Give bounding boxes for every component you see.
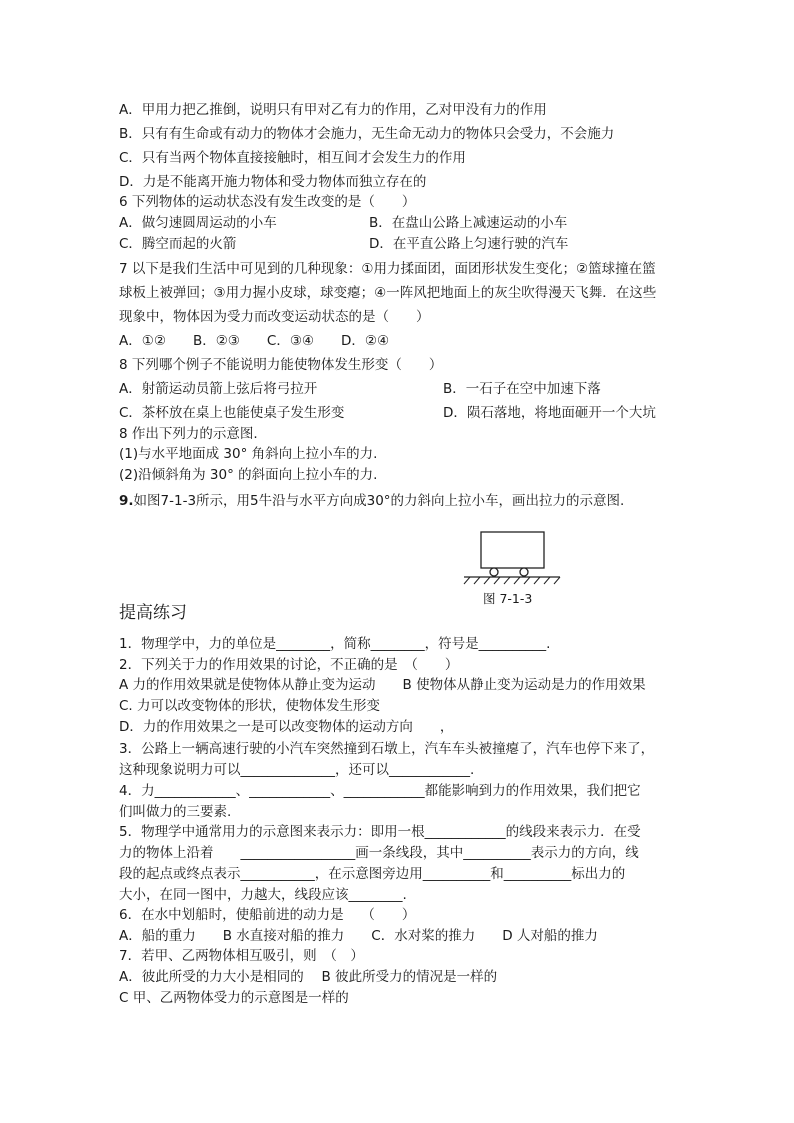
q6-rowing-options: A．船的重力 B 水直接对船的推力 C．水对桨的推力 D 人对船的推力: [119, 928, 598, 944]
q7-attract-option-c: C 甲、乙两物体受力的示意图是一样的: [119, 990, 349, 1006]
q3-line-2: 这种现象说明力可以______________，还可以____________.: [119, 762, 475, 778]
q8-option-b: B．一石子在空中加速下落: [443, 381, 601, 397]
q2-option-c: C. 力可以改变物体的形状，使物体发生形变: [119, 698, 381, 714]
question-9: [119, 492, 624, 510]
q8-option-a: A．射箭运动员箭上弦后将弓拉开: [119, 381, 318, 397]
q1-force-unit: 1．物理学中，力的单位是________，简称________，符号是__________.: [119, 636, 551, 652]
option-d-text: D．力是不能离开施力物体和受力物体而独立存在的: [119, 174, 427, 190]
question-8: 8 下列哪个例子不能说明力能使物体发生形变（ ）: [119, 357, 443, 373]
option-a-text: A．甲用力把乙推倒，说明只有甲对乙有力的作用，乙对甲没有力的作用: [119, 102, 547, 118]
draw-item-1: (1)与水平地面成 30° 角斜向上拉小车的力.: [119, 446, 378, 462]
cart-body: [481, 532, 544, 568]
section-title: 提高练习: [119, 603, 187, 623]
option-b-text: B．只有有生命或有动力的物体才会施力，无生命无动力的物体只会受力，不会施力: [119, 126, 615, 142]
question-9-number: 9.: [119, 493, 134, 509]
q2-option-d: D．力的作用效果之一是可以改变物体的运动方向 ，: [119, 719, 454, 735]
draw-item-2: (2)沿倾斜角为 30° 的斜面向上拉小车的力.: [119, 467, 378, 483]
question-7-line-2: 球板上被弹回；③用力握小皮球，球变瘪；④一阵风把地面上的灰尘吹得漫天飞舞．在这些: [119, 285, 657, 301]
question-7-line-3: 现象中，物体因为受力而改变运动状态的是（ ）: [119, 309, 430, 325]
q5-line-2: 力的物体上沿着 _________________画一条线段，其中__________表示力的方向，线: [119, 845, 639, 861]
q6-option-b: B．在盘山公路上减速运动的小车: [369, 215, 568, 231]
question-7-line-1: 7 以下是我们生活中可见到的几种现象：①用力揉面团，面团形状发生变化；②篮球撞在篮: [119, 261, 656, 277]
q5-line-4: 大小，在同一图中，力越大，线段应该________.: [119, 887, 407, 903]
q3-line-1: 3．公路上一辆高速行驶的小汽车突然撞到石墩上，汽车车头被撞瘪了，汽车也停下来了，: [119, 741, 655, 757]
q8-option-d: D．陨石落地，将地面砸开一个大坑: [443, 405, 656, 421]
q5-line-3: 段的起点或终点表示___________，在示意图旁边用__________和__________标出力的: [119, 866, 626, 882]
q8-option-c: C．茶杯放在桌上也能使桌子发生形变: [119, 405, 345, 421]
cart-wheel-left: [490, 568, 498, 576]
q4-line-1: 4．力____________、____________、____________都能影响到力的作用效果，我们把它: [119, 783, 641, 799]
q2-effect: 2．下列关于力的作用效果的讨论，不正确的是 （ ）: [119, 657, 459, 673]
question-9-text: 如图7-1-3所示，用5牛沿与水平方向成30°的力斜向上拉小车，画出拉力的示意图.: [133, 493, 625, 509]
q4-line-2: 们叫做力的三要素.: [119, 804, 232, 820]
q6-option-a: A．做匀速圆周运动的小车: [119, 215, 277, 231]
question-8-draw: 8 作出下列力的示意图.: [119, 426, 258, 442]
figure-caption: 图 7-1-3: [483, 591, 533, 606]
q7-options: A．①② B．②③ C．③④ D．②④: [119, 333, 390, 349]
question-6: 6 下列物体的运动状态没有发生改变的是（ ）: [119, 194, 416, 210]
cart-wheel-right: [520, 568, 528, 576]
q6-rowing: 6．在水中划船时，使船前进的动力是 （ ）: [119, 907, 416, 923]
q2-options-ab: A 力的作用效果就是使物体从静止变为运动 B 使物体从静止变为运动是力的作用效果: [119, 677, 646, 693]
q7-attract-options-ab: A．彼此所受的力大小是相同的 B 彼此所受力的情况是一样的: [119, 969, 498, 985]
q6-option-c: C．腾空而起的火箭: [119, 236, 237, 252]
q5-line-1: 5．物理学中通常用力的示意图来表示力：即用一根____________的线段来表示力．在受: [119, 824, 641, 840]
q6-option-d: D．在平直公路上匀速行驶的汽车: [369, 236, 569, 252]
ground-hatching: [464, 577, 560, 584]
q7-attract: 7．若甲、乙两物体相互吸引，则 （ ）: [119, 948, 364, 964]
option-c-text: C．只有当两个物体直接接触时，相互间才会发生力的作用: [119, 150, 466, 166]
